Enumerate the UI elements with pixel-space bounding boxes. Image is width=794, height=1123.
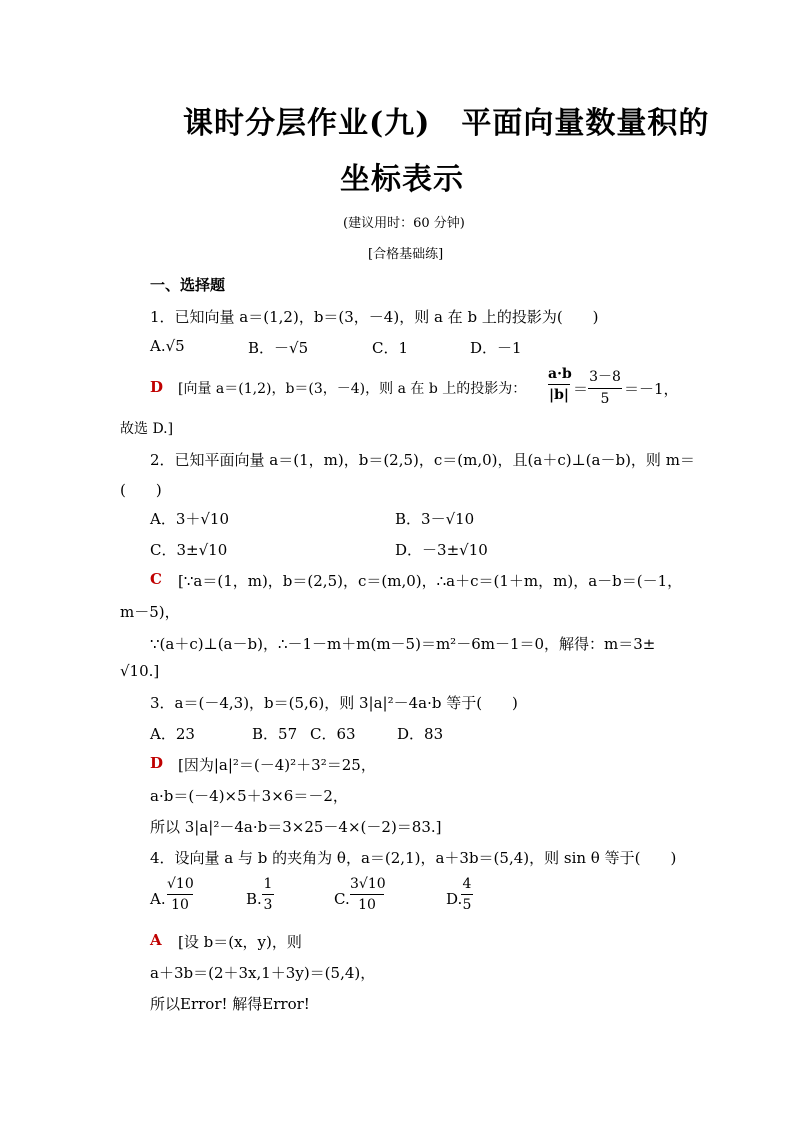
q1-solution-suffix: ＝－1， — [624, 380, 679, 398]
page-title-line2: 坐标表示 — [340, 162, 464, 197]
q4-option-d-num: 4 — [462, 876, 472, 892]
q4-solution-line1: [设 b＝(x，y)，则 — [178, 933, 302, 951]
q4-option-c-fraction — [350, 876, 384, 913]
q2-answer: C — [150, 570, 162, 588]
q1-option-c: C．1 — [372, 339, 409, 357]
q4-option-b-prefix: B. — [246, 890, 262, 908]
q1-frac2-den: 5 — [600, 391, 610, 407]
q3-option-a: A．23 — [150, 725, 195, 743]
q4-option-b-fraction — [262, 876, 274, 913]
q2-option-d: D．－3±√10 — [395, 541, 488, 559]
q2-option-b: B．3－√10 — [395, 510, 475, 528]
q3-option-b: B．57 — [252, 725, 298, 743]
fraction-bar — [350, 894, 384, 895]
q4-answer: A — [150, 931, 162, 949]
q4-option-d-den: 5 — [462, 897, 472, 913]
q4-option-d-prefix: D. — [446, 890, 463, 908]
q4-option-b-num: 1 — [263, 876, 273, 892]
q4-option-a-prefix: A. — [150, 890, 166, 908]
q1-stem: 1．已知向量 a＝(1,2)，b＝(3，－4)，则 a 在 b 上的投影为( ) — [150, 308, 599, 326]
section-label: [合格基础练] — [368, 247, 444, 262]
fraction-bar — [548, 384, 570, 385]
fraction-bar — [167, 894, 193, 895]
q2-solution-line3: ∵(a＋c)⊥(a－b)，∴－1－m＋m(m－5)＝m²－6m－1＝0，解得：m＝3± — [150, 635, 656, 653]
page-title-line1: 课时分层作业(九) 平面向量数量积的 — [183, 106, 710, 141]
q4-option-c-prefix: C. — [334, 890, 350, 908]
q4-option-c-den: 10 — [358, 897, 376, 913]
q3-solution-line2: a·b＝(－4)×5＋3×6＝－2， — [150, 787, 348, 805]
fraction-bar — [588, 388, 622, 389]
q1-frac1-num: a·b — [548, 366, 572, 382]
q3-solution-line1: [因为|a|²＝(－4)²＋3²＝25， — [178, 756, 376, 774]
q4-stem: 4．设向量 a 与 b 的夹角为 θ，a＝(2,1)，a＋3b＝(5,4)，则 sin θ 等于( ) — [150, 849, 677, 867]
q3-option-c: C．63 — [310, 725, 356, 743]
q3-answer: D — [150, 754, 164, 772]
q4-option-a-num: √10 — [167, 876, 194, 892]
q1-solution-line2: 故选 D.] — [120, 421, 174, 437]
q4-option-b-den: 3 — [263, 897, 273, 913]
q2-option-a: A．3＋√10 — [150, 510, 230, 528]
q1-solution-prefix: [向量 a＝(1,2)，b＝(3，－4)，则 a 在 b 上的投影为： — [178, 381, 527, 397]
q4-option-d-fraction — [461, 876, 473, 913]
q1-eq: ＝ — [573, 380, 589, 398]
q2-stem-line2: ( ) — [120, 481, 162, 499]
q2-solution-line2: m－5)， — [120, 603, 180, 621]
q3-stem: 3．a＝(－4,3)，b＝(5,6)，则 3|a|²－4a·b 等于( ) — [150, 694, 518, 712]
q2-option-c: C．3±√10 — [150, 541, 228, 559]
q1-fraction-ab-over-b — [548, 366, 570, 403]
q2-solution-line1: [∵a＝(1，m)，b＝(2,5)，c＝(m,0)，∴a＋c＝(1＋m，m)，a－b＝(－1， — [178, 572, 683, 590]
q4-solution-line2: a＋3b＝(2＋3x,1＋3y)＝(5,4)， — [150, 964, 376, 982]
q1-frac1-den: |b| — [549, 387, 569, 403]
q2-solution-line4: √10.] — [120, 662, 160, 680]
q4-solution-line3: 所以Error! 解得Error! — [150, 995, 310, 1013]
q3-option-d: D．83 — [397, 725, 444, 743]
q2-stem-line1: 2．已知平面向量 a＝(1，m)，b＝(2,5)，c＝(m,0)，且(a＋c)⊥(a－b)，则 m＝ — [150, 451, 695, 469]
fraction-bar — [262, 894, 274, 895]
q4-option-a-fraction — [167, 876, 193, 913]
q3-solution-line3: 所以 3|a|²－4a·b＝3×25－4×(－2)＝83.] — [150, 818, 442, 836]
q1-frac2-num: 3－8 — [589, 369, 621, 385]
q1-option-a: A.√5 — [150, 337, 185, 355]
q4-option-c-num: 3√10 — [350, 876, 386, 892]
fraction-bar — [461, 894, 473, 895]
suggested-time: (建议用时：60 分钟) — [343, 216, 465, 231]
q1-option-d: D．－1 — [470, 339, 522, 357]
q1-fraction-values — [588, 366, 622, 407]
q1-option-b: B．－√5 — [248, 339, 309, 357]
q1-answer: D — [150, 378, 164, 396]
section-heading: 一、选择题 — [150, 276, 226, 294]
q4-option-a-den: 10 — [171, 897, 189, 913]
